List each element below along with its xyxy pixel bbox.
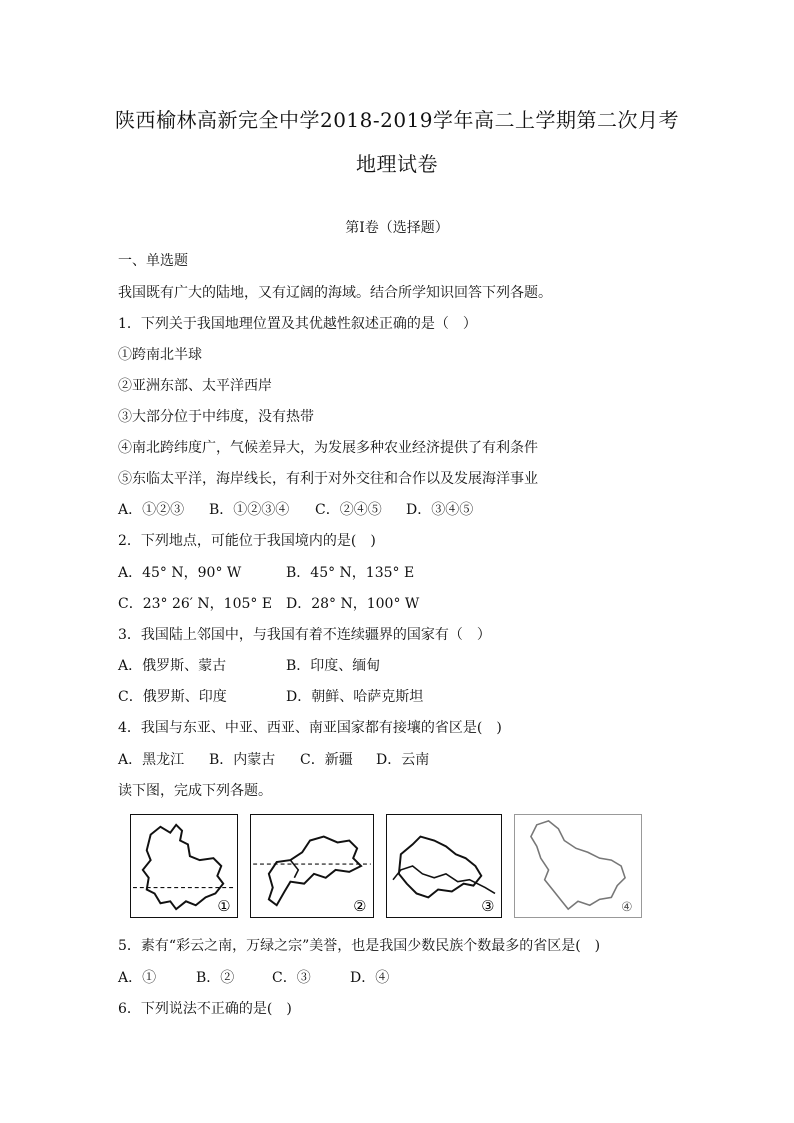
q4-option-d: D．云南 [376, 752, 430, 768]
q5-option-b: B．② [196, 970, 235, 986]
q4-option-b: B．内蒙古 [209, 752, 276, 768]
question-6-stem: 6．下列说法不正确的是( ) [118, 1001, 292, 1017]
map-1-outline [131, 815, 237, 917]
q1-statement: ①跨南北半球 [118, 347, 202, 363]
q2-option-a: A．45° N，90° W [118, 565, 242, 581]
q3-option-b: B．印度、缅甸 [286, 658, 381, 674]
question-type-heading: 一、单选题 [118, 253, 188, 269]
q2-option-b: B．45° N，135° E [286, 565, 415, 581]
group-intro: 我国既有广大的陆地，又有辽阔的海域。结合所学知识回答下列各题。 [118, 285, 552, 301]
map-3-label: ③ [481, 898, 495, 916]
q1-statement: ③大部分位于中纬度，没有热带 [118, 409, 314, 425]
q3-option-c: C．俄罗斯、印度 [118, 689, 227, 705]
q1-option-a: A．①②③ [118, 502, 185, 518]
map-4-label: ④ [621, 900, 633, 916]
q4-option-c: C．新疆 [300, 752, 353, 768]
map-2-outline [251, 815, 373, 917]
map-1-label: ① [217, 898, 231, 916]
question-5-stem: 5．素有“彩云之南，万绿之宗”美誉，也是我国少数民族个数最多的省区是( ) [118, 938, 601, 954]
q1-statement: ④南北跨纬度广，气候差异大，为发展多种农业经济提供了有利条件 [118, 440, 538, 456]
question-3-stem: 3．我国陆上邻国中，与我国有着不连续疆界的国家有（ ） [118, 627, 491, 643]
q1-statement: ⑤东临太平洋，海岸线长，有利于对外交往和合作以及发展海洋事业 [118, 471, 538, 487]
q3-option-a: A．俄罗斯、蒙古 [118, 658, 227, 674]
q3-option-d: D．朝鲜、哈萨克斯坦 [286, 689, 424, 705]
exam-title: 陕西榆林高新完全中学2018-2019学年高二上学期第二次月考 [114, 108, 680, 132]
question-1-stem: 1．下列关于我国地理位置及其优越性叙述正确的是（ ） [118, 316, 477, 332]
q1-statement: ②亚洲东部、太平洋西岸 [118, 378, 272, 394]
q5-option-d: D．④ [350, 970, 390, 986]
q1-option-c: C．②④⑤ [315, 502, 382, 518]
exam-subject: 地理试卷 [356, 152, 438, 176]
map-3-outline [387, 815, 501, 917]
map-intro: 读下图，完成下列各题。 [118, 783, 272, 799]
part-heading: 第Ⅰ卷（选择题） [345, 220, 449, 236]
question-2-stem: 2．下列地点，可能位于我国境内的是( ) [118, 533, 376, 549]
q2-option-c: C．23° 26′ N，105° E [118, 596, 273, 612]
q5-option-c: C．③ [272, 970, 311, 986]
q2-option-d: D．28° N，100° W [286, 596, 420, 612]
province-maps-figure [130, 814, 642, 922]
map-2 [250, 814, 374, 918]
q1-option-d: D．③④⑤ [406, 502, 474, 518]
map-3 [386, 814, 502, 918]
map-2-label: ② [353, 898, 367, 916]
q4-option-a: A．黑龙江 [118, 752, 185, 768]
map-4-outline [515, 815, 641, 917]
question-4-stem: 4．我国与东亚、中亚、西亚、南亚国家都有接壤的省区是( ) [118, 720, 502, 736]
q5-option-a: A．① [118, 970, 157, 986]
map-4 [514, 814, 642, 918]
q1-option-b: B．①②③④ [209, 502, 290, 518]
map-1 [130, 814, 238, 918]
